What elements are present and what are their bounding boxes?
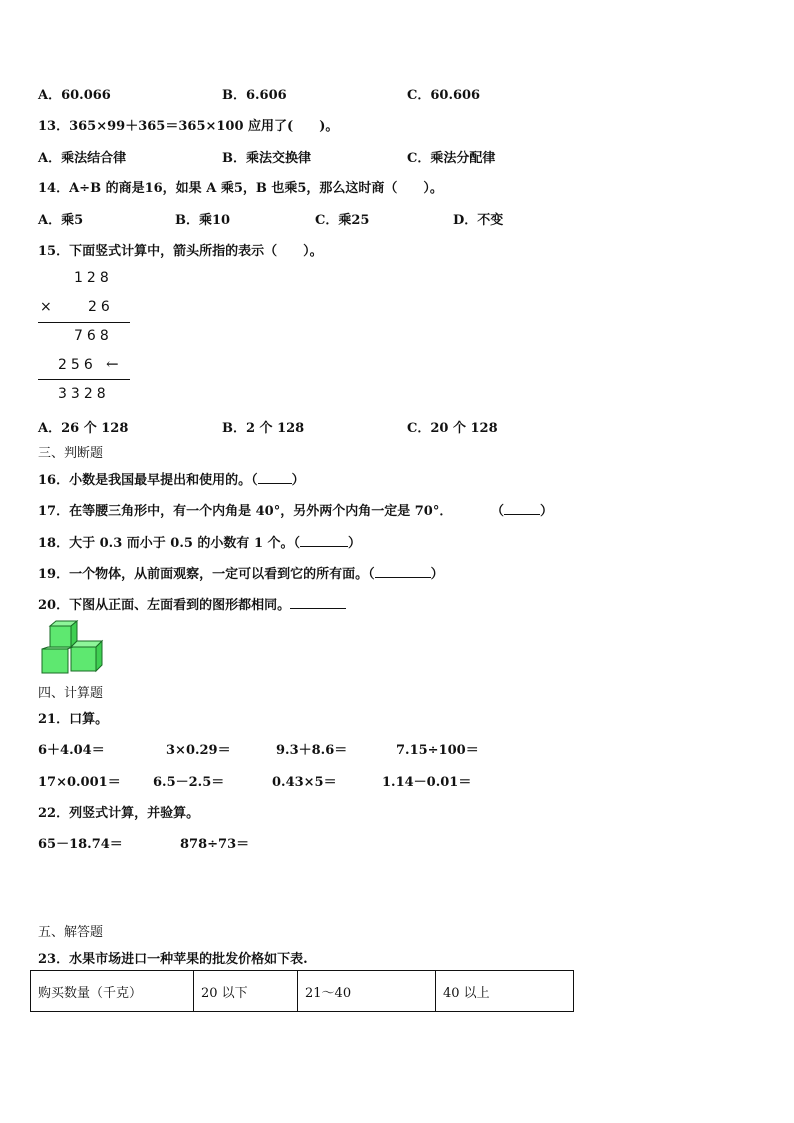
q16-close: ）	[291, 473, 305, 488]
table-cell: 20 以下	[194, 971, 298, 1012]
q22-item: 65－18.74＝	[38, 837, 123, 852]
q21-item: 0.43×5＝	[272, 775, 337, 790]
table-row	[31, 971, 574, 1012]
q15-option-b: B．2 个 128	[222, 421, 305, 436]
q15-option-c: C．20 个 128	[407, 421, 498, 436]
q17-text: 17．在等腰三角形中，有一个内角是 40°，另外两个内角一定是 70°．	[38, 504, 453, 519]
q13-stem: 13．365×99＋365＝365×100 应用了( )。	[38, 119, 339, 134]
arrow-left-icon: ←	[106, 355, 119, 373]
q21-item: 9.3＋8.6＝	[276, 743, 348, 758]
q19	[38, 563, 444, 582]
cube-side-face	[96, 641, 102, 671]
q17-close: ）	[540, 504, 554, 519]
q18-close: ）	[348, 536, 362, 551]
section-5-title: 五、解答题	[38, 925, 104, 940]
q23-stem: 23．水果市场进口一种苹果的批发价格如下表.	[38, 952, 308, 967]
table-cell: 40 以上	[436, 971, 574, 1012]
q17-open: （	[491, 504, 505, 519]
q22-item: 878÷73＝	[180, 837, 250, 852]
q17	[38, 500, 452, 519]
vertical-line-1	[38, 322, 130, 323]
q21-stem: 21．口算。	[38, 712, 109, 727]
cube-stack-figure	[40, 620, 104, 674]
q17-answer	[491, 500, 553, 519]
q21-item: 6＋4.04＝	[38, 743, 105, 758]
vertical-top-number: 128	[74, 270, 113, 286]
q21-item: 17×0.001＝	[38, 775, 121, 790]
q14-option-a: A．乘5	[38, 213, 84, 228]
q13-option-b: B．乘法交换律	[222, 151, 311, 166]
price-table	[30, 970, 574, 1012]
q21-item: 3×0.29＝	[166, 743, 231, 758]
q15-stem: 15．下面竖式计算中，箭头所指的表示（ ）。	[38, 244, 323, 259]
cube-front-face	[50, 626, 71, 647]
q12-option-b: B．6.606	[222, 88, 287, 103]
vertical-partial-1: 768	[74, 328, 113, 344]
q16-answer-blank[interactable]	[258, 472, 292, 484]
vertical-result: 3328	[58, 386, 110, 402]
vertical-partial-2: 256	[58, 357, 97, 373]
q19-answer-blank[interactable]	[375, 566, 431, 578]
q18-text: 18．大于 0.3 而小于 0.5 的小数有 1 个。（	[38, 536, 301, 551]
q15-option-a: A．26 个 128	[38, 421, 129, 436]
vertical-times-sign: ×	[40, 299, 56, 315]
q14-option-c: C．乘25	[315, 213, 370, 228]
vertical-line-2	[38, 379, 130, 380]
q13-option-a: A．乘法结合律	[38, 151, 127, 166]
cube-front-face	[42, 649, 68, 673]
q21-item: 7.15÷100＝	[396, 743, 479, 758]
q18	[38, 532, 361, 551]
q17-answer-blank[interactable]	[504, 503, 540, 515]
table-cell: 购买数量（千克）	[31, 971, 194, 1012]
q21-item: 6.5－2.5＝	[153, 775, 225, 790]
q19-close: ）	[430, 567, 444, 582]
q14-option-d: D．不变	[453, 213, 504, 228]
q21-item: 1.14－0.01＝	[382, 775, 472, 790]
cube-front-face	[71, 647, 96, 671]
q19-text: 19．一个物体，从前面观察，一定可以看到它的所有面。（	[38, 567, 375, 582]
section-4-title: 四、计算题	[38, 686, 104, 701]
table-cell: 21～40	[298, 971, 436, 1012]
q20	[38, 594, 346, 613]
vertical-multiplier: 26	[88, 299, 114, 315]
q16	[38, 469, 305, 488]
q14-option-b: B．乘10	[175, 213, 231, 228]
q12-option-a: A．60.066	[38, 88, 111, 103]
q13-option-c: C．乘法分配律	[407, 151, 496, 166]
q12-option-c: C．60.606	[407, 88, 481, 103]
q20-text: 20．下图从正面、左面看到的图形都相同。	[38, 598, 291, 613]
q22-stem: 22．列竖式计算，并验算。	[38, 806, 200, 821]
q14-stem: 14．A÷B 的商是16，如果 A 乘5，B 也乘5，那么这时商（ ）。	[38, 181, 443, 196]
q18-answer-blank[interactable]	[300, 535, 348, 547]
section-3-title: 三、判断题	[38, 446, 104, 461]
q16-text: 16．小数是我国最早提出和使用的。（	[38, 473, 258, 488]
q20-answer-blank[interactable]	[290, 597, 346, 609]
